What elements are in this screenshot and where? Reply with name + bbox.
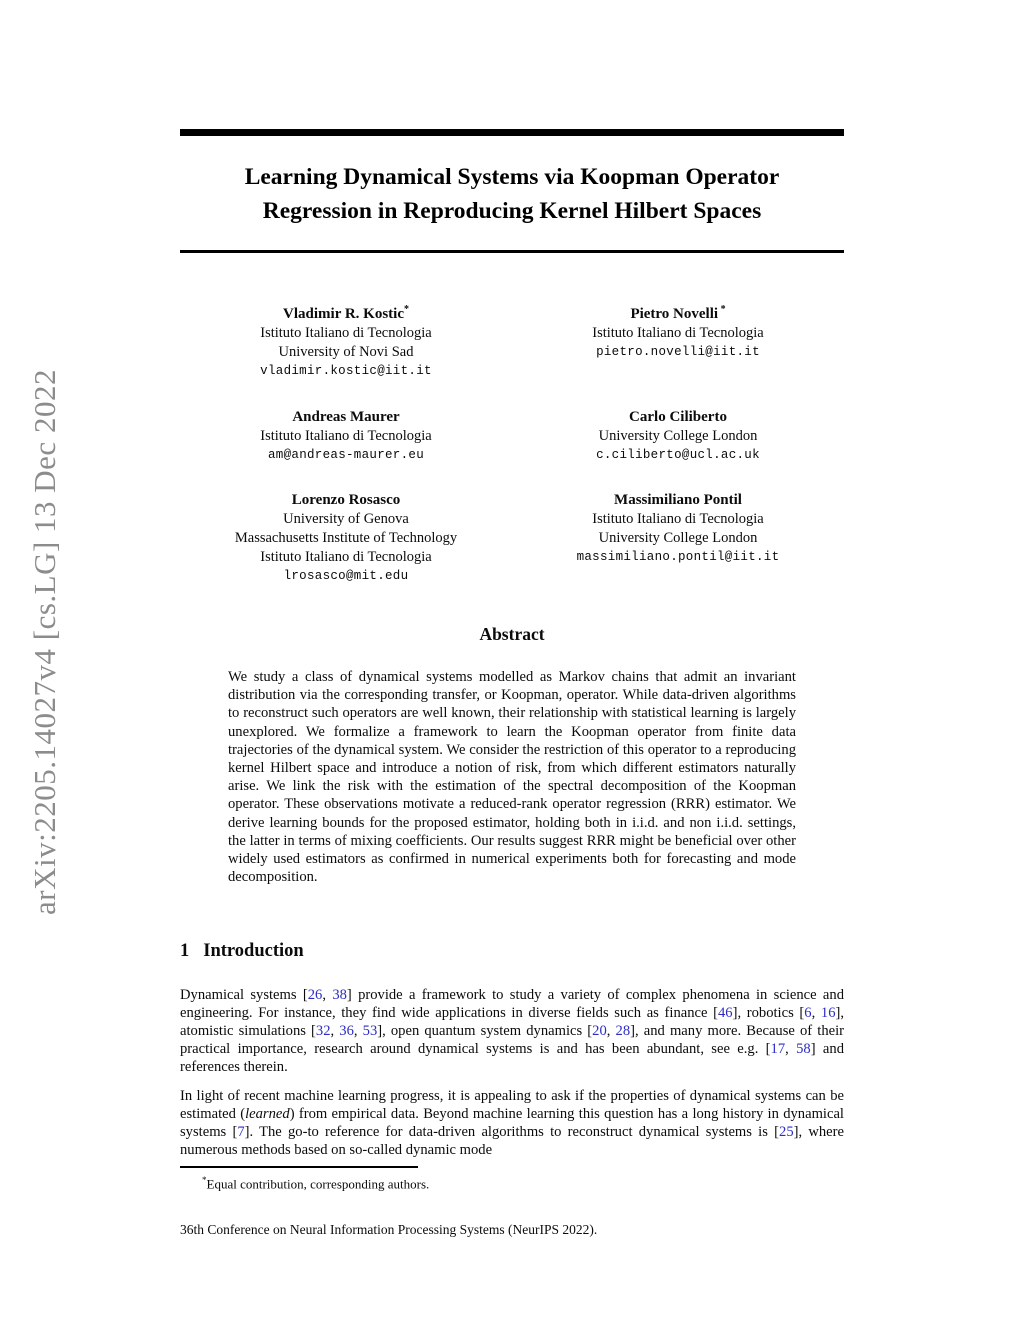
conference-footer: 36th Conference on Neural Information Processing Systems (NeurIPS 2022).: [180, 1222, 598, 1237]
paper-title: [180, 160, 844, 228]
author-name: [180, 300, 512, 324]
paper-title-line2: Regression in Reproducing Kernel Hilbert Spaces: [262, 198, 762, 224]
author-name-text: Andreas Maurer: [292, 409, 400, 425]
author-block-pietro-novelli: [512, 300, 844, 381]
author-affiliation: Istituto Italiano di Tecnologia: [260, 428, 432, 444]
abstract-heading: Abstract: [479, 624, 545, 644]
text-segment: ] and references therein.: [180, 1041, 844, 1075]
author-affiliation: Istituto Italiano di Tecnologia: [592, 511, 764, 527]
citation-link[interactable]: 53: [362, 1023, 378, 1039]
author-name-text: Lorenzo Rosasco: [291, 492, 401, 508]
citation-link[interactable]: 6: [804, 1005, 812, 1021]
author-email[interactable]: am@andreas-maurer.eu: [267, 448, 425, 462]
author-mark: *: [718, 304, 726, 315]
author-affiliation: Istituto Italiano di Tecnologia: [260, 325, 432, 341]
footnote-mark: *: [202, 1175, 207, 1185]
author-block-carlo-ciliberto: [512, 403, 844, 465]
citation-link[interactable]: 26: [307, 987, 323, 1003]
author-affiliation: Massachusetts Institute of Technology: [234, 530, 458, 546]
citation-link[interactable]: 16: [820, 1005, 836, 1021]
author-block-massimiliano-pontil: [512, 486, 844, 586]
text-segment: ,: [606, 1023, 616, 1039]
author-name-text: Carlo Ciliberto: [629, 409, 727, 425]
author-name-text: Pietro Novelli: [630, 306, 719, 322]
author-name: [512, 403, 844, 427]
footnote-rule: [180, 1166, 418, 1168]
author-affiliation: University College London: [598, 530, 758, 546]
citation-link[interactable]: 7: [237, 1124, 245, 1140]
citation-link[interactable]: 25: [779, 1124, 794, 1140]
text-segment: ], atomistic simulations [: [180, 1005, 844, 1039]
author-email[interactable]: lrosasco@mit.edu: [283, 569, 409, 583]
text-segment: ]. The go-to reference for data-driven algorithms to reconstruct dynamical systems is [: [244, 1124, 780, 1140]
text-segment: ,: [353, 1023, 363, 1039]
authors-row-2: [180, 403, 844, 465]
text-segment: ,: [322, 987, 333, 1003]
author-affiliation: Istituto Italiano di Tecnologia: [592, 325, 764, 341]
citation-link[interactable]: 32: [315, 1023, 331, 1039]
author-name-text: Vladimir R. Kostic: [283, 306, 404, 322]
author-name-text: Massimiliano Pontil: [614, 492, 742, 508]
title-rule-bottom: [180, 250, 844, 253]
author-email[interactable]: pietro.novelli@iit.it: [596, 345, 760, 359]
text-segment: Dynamical systems [: [180, 987, 308, 1003]
author-block-andreas-maurer: [180, 403, 512, 465]
title-rule-top: [180, 129, 844, 136]
section-title: Introduction: [203, 941, 304, 961]
paper-title-line1: Learning Dynamical Systems via Koopman Operator: [244, 164, 780, 190]
citation-link[interactable]: 58: [796, 1041, 811, 1057]
footnote: [180, 1175, 844, 1192]
text-segment: ,: [811, 1005, 821, 1021]
text-segment: ], where numerous methods based on so-called dynamic mode: [180, 1124, 844, 1158]
footnote-text: Equal contribution, corresponding authors.: [206, 1176, 430, 1192]
author-block-lorenzo-rosasco: [180, 486, 512, 586]
text-segment: ], robotics [: [732, 1005, 805, 1021]
author-name: [512, 300, 844, 324]
citation-link[interactable]: 17: [770, 1041, 786, 1057]
text-segment: ) from empirical data. Beyond machine learning this question has a long history in dynamical systems [: [180, 1106, 844, 1140]
author-block-vladimir-kostic: [180, 300, 512, 381]
text-segment: ,: [785, 1041, 797, 1057]
text-segment: ,: [330, 1023, 340, 1039]
author-name: [180, 403, 512, 427]
text-segment: ] provide a framework to study a variety of complex phenomena in science and engineering. For instance, they find wide applications in diverse fields such as finance [: [180, 987, 844, 1021]
author-email[interactable]: vladimir.kostic@iit.it: [260, 364, 432, 378]
arxiv-watermark: arXiv:2205.14027v4 [cs.LG] 13 Dec 2022: [27, 369, 62, 915]
abstract-text: We study a class of dynamical systems modelled as Markov chains that admit an invariant distribution via the corresponding transfer, or Koopman, operator. While data-driven algorithms to reconstruct such operators are well known, their relationship with statistical learning is largely unexplored. We formalize a framework to learn the Koopman operator from finite data trajectories of the dynamical system. We consider the restriction of this operator to a reproducing kernel Hilbert space and introduce a notion of risk, from which different estimators naturally arise. We link the risk with the estimation of the spectral decomposition of the Koopman operator. These observations motivate a reduced-rank operator regression (RRR) estimator. We derive learning bounds for the proposed estimator, holding both in i.i.d. and non i.i.d. settings, the latter in terms of mixing coefficients. Our results suggest RRR might be beneficial over other widely used estimators as confirmed in numerical experiments both for forecasting and mode decomposition.: [228, 669, 796, 886]
author-name: [180, 486, 512, 510]
authors-row-1: [180, 300, 844, 381]
text-segment: In light of recent machine learning progress, it is appealing to ask if the properties of dynamical systems can be estimated (: [180, 1088, 844, 1122]
author-affiliation: University College London: [598, 428, 758, 444]
italic-text: learned: [245, 1106, 290, 1122]
author-email[interactable]: massimiliano.pontil@iit.it: [576, 550, 780, 564]
author-affiliation: Istituto Italiano di Tecnologia: [260, 549, 432, 565]
text-segment: ], and many more. Because of their practical importance, research around dynamical systems is and has been abundant, see e.g. [: [180, 1023, 845, 1057]
citation-link[interactable]: 38: [332, 987, 347, 1003]
author-email[interactable]: c.ciliberto@ucl.ac.uk: [596, 448, 760, 462]
section-heading-introduction: [180, 941, 844, 962]
intro-paragraph-2: [180, 1087, 844, 1159]
section-number: 1: [180, 941, 190, 961]
text-segment: ], open quantum system dynamics [: [377, 1023, 593, 1039]
author-name: [512, 486, 844, 510]
authors-row-3: [180, 486, 844, 586]
author-affiliation: University of Novi Sad: [278, 344, 414, 360]
author-affiliation: University of Genova: [283, 511, 409, 527]
citation-link[interactable]: 36: [339, 1023, 354, 1039]
citation-link[interactable]: 20: [592, 1023, 607, 1039]
citation-link[interactable]: 46: [717, 1005, 733, 1021]
citation-link[interactable]: 28: [615, 1023, 631, 1039]
author-mark: *: [403, 304, 409, 315]
intro-paragraph-1: [180, 986, 844, 1076]
